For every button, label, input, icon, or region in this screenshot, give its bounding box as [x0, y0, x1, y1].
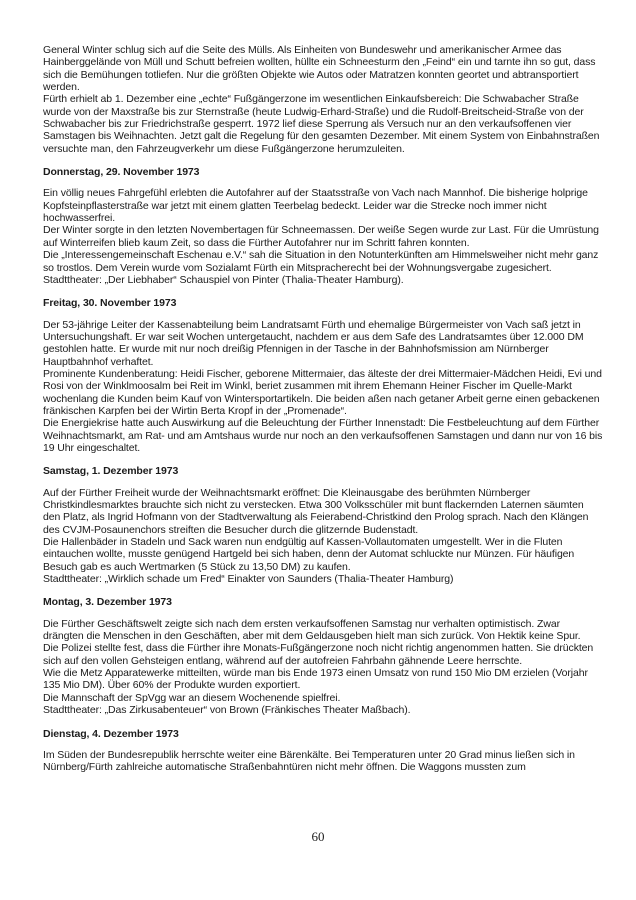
paragraph: Stadttheater: „Wirklich schade um Fred“ Einakter von Saunders (Thalia-Theater Hamburg) — [43, 573, 454, 586]
paragraph: Die Fürther Geschäftswelt zeigte sich nach dem ersten verkaufsoffenen Samstag nur verhalten optimistisch. Zwar drängten die Menschen in den Geschäften, aber mit dem Geldausgeben hielt man sich zurück. Von Hektik keine Spur. — [43, 617, 581, 643]
section-heading: Freitag, 30. November 1973 — [43, 297, 177, 310]
section-heading: Samstag, 1. Dezember 1973 — [43, 465, 179, 478]
paragraph: Die Polizei stellte fest, dass die Fürther ihre Monats-Fußgängerzone noch nicht richtig angenommen hatten. Sie drückten sich auf den vollen Gehsteigen entlang, während auf der autofreien Fahrbahn gähnende Leere herrschte. — [43, 642, 594, 667]
paragraph: Fürth erhielt ab 1. Dezember eine „echte“ Fußgängerzone im wesentlichen Einkaufsbereich: Die Schwabacher Straße wurde von der Maxstraße bis zur Sternstraße (heute Ludwig-Erhard-Straße) und die Rudolf-Breitscheid-Straße von der Schwabacher bis zur Friedrichstraße gesperrt. 1972 lief diese Sperrung als Versuch nur an den verkaufsoffenen vier Samstagen bis Weihnachten. Jetzt galt die Regelung für den gesamten Dezember. Mit einem System von Einbahnstraßen versuchte man, den Fahrzeugverkehr um diese Fußgängerzone herumzuleiten. — [43, 93, 600, 155]
paragraph: Im Süden der Bundesrepublik herrschte weiter eine Bärenkälte. Bei Temperaturen unter 20 Grad minus ließen sich in Nürnberg/Fürth zahlreiche automatische Straßenbahntüren nicht mehr öffnen. Die Waggons mussten zum — [43, 748, 575, 774]
section-heading: Dienstag, 4. Dezember 1973 — [43, 727, 179, 740]
paragraph: Der Winter sorgte in den letzten Novembertagen für Schneemassen. Der weiße Segen wurde zur Last. Für die Umrüstung auf Winterreifen blieb kaum Zeit, so dass die Fürther Autofahrer nur im Schritt fahren konnten. — [43, 224, 599, 249]
paragraph: Der 53-jährige Leiter der Kassenabteilung beim Landratsamt Fürth und ehemalige Bürgermeister von Vach saß jetzt in Untersuchungshaft. Er war seit Wochen untergetaucht, nachdem er aus dem Safe des Landratsamtes über 12.000 DM gestohlen hatte. Er wurde mit nur noch dreißig Pfennigen in der Tasche in der Bahnhofsmission am Nürnberger Hauptbahnhof verhaftet. — [43, 318, 584, 368]
paragraph: Wie die Metz Apparatewerke mitteilten, würde man bis Ende 1973 einen Umsatz von rund 150 Mio DM erzielen (Vorjahr 135 Mio DM). Über 60% der Produkte wurden exportiert. — [43, 667, 588, 692]
paragraph: Stadttheater: „Das Zirkusabenteuer“ von Brown (Fränkisches Theater Maßbach). — [43, 704, 411, 717]
paragraph: Ein völlig neues Fahrgefühl erlebten die Autofahrer auf der Staatsstraße von Vach nach Mannhof. Die bisherige holprige Kopfsteinpflasterstraße war jetzt mit einem glatten Teerbelag bedeckt. Leider war die Strecke noch immer nicht hochwasserfrei. — [43, 187, 588, 225]
paragraph: Die „Interessengemeinschaft Eschenau e.V.“ sah die Situation in den Notunterkünften am Himmelsweiher nicht mehr ganz so trostlos. Dem Verein wurde vom Sozialamt Fürth ein Mitspracherecht bei der Wohnungsvergabe zugesichert. — [43, 249, 599, 274]
paragraph: General Winter schlug sich auf die Seite des Mülls. Als Einheiten von Bundeswehr und amerikanischer Armee das Hainberggelände von Müll und Schutt befreien wollten, hüllte ein Schneesturm den „Feind“ ein und tarnte ihn so gut, dass sich die Bemühungen totliefen. Nur die größten Objekte wie Autos oder Matratzen konnten geortet und abtransportiert werden. — [43, 44, 596, 94]
document-content — [43, 44, 603, 774]
paragraph: Die Energiekrise hatte auch Auswirkung auf die Beleuchtung der Fürther Innenstadt: Die Festbeleuchtung auf dem Fürther Weihnachtsmarkt, am Rat- und am Amtshaus wurde nur noch an den verkaufsoffenen Samstagen und dann nur von 16 bis 19 Uhr eingeschaltet. — [43, 417, 603, 454]
paragraph: Stadttheater: „Der Liebhaber“ Schauspiel von Pinter (Thalia-Theater Hamburg). — [43, 273, 404, 286]
paragraph: Auf der Fürther Freiheit wurde der Weihnachtsmarkt eröffnet: Die Kleinausgabe des berühmten Nürnberger Christkindlesmarktes brauchte sich nicht zu verstecken. Etwa 300 Volksschüler mit bunt flackernden Laternen säumten den Platz, als Ingrid Hofmann von der Stadtverwaltung als Feierabend-Christkind den Prolog sprach. Nach den Klängen des CVJM-Posaunenchors streiften die Besucher durch die glitzernde Budenstadt. — [43, 486, 589, 536]
page-number: 60 — [311, 829, 325, 844]
paragraph: Die Hallenbäder in Stadeln und Sack waren nun endgültig auf Kassen-Vollautomaten umgestellt. Wer in die Fluten eintauchen wollte, musste genügend Hartgeld bei sich haben, denn der Automat schluckte nur Münzen. Für häufigen Besuch gab es auch Wertmarken (5 Stück zu 13,50 DM) zu kaufen. — [43, 536, 575, 573]
section-heading: Donnerstag, 29. November 1973 — [43, 166, 200, 179]
section-heading: Montag, 3. Dezember 1973 — [43, 596, 172, 609]
paragraph: Prominente Kundenberatung: Heidi Fischer, geborene Mittermaier, das älteste der drei Mittermaier-Mädchen Heidi, Evi und Rosi von der Winklmoosalm bei Reit im Winkl, beriet zusammen mit ihrem Ehemann Heiner Fischer im Quelle-Markt wochenlang die Kunden beim Kauf von Wintersportartikeln. Die beiden aßen nach getaner Arbeit gerne einen gebackenen fränkischen Karpfen bei der Wirtin Berta Kropf in der „Promenade“. — [43, 367, 602, 417]
paragraph: Die Mannschaft der SpVgg war an diesem Wochenende spielfrei. — [43, 691, 341, 704]
